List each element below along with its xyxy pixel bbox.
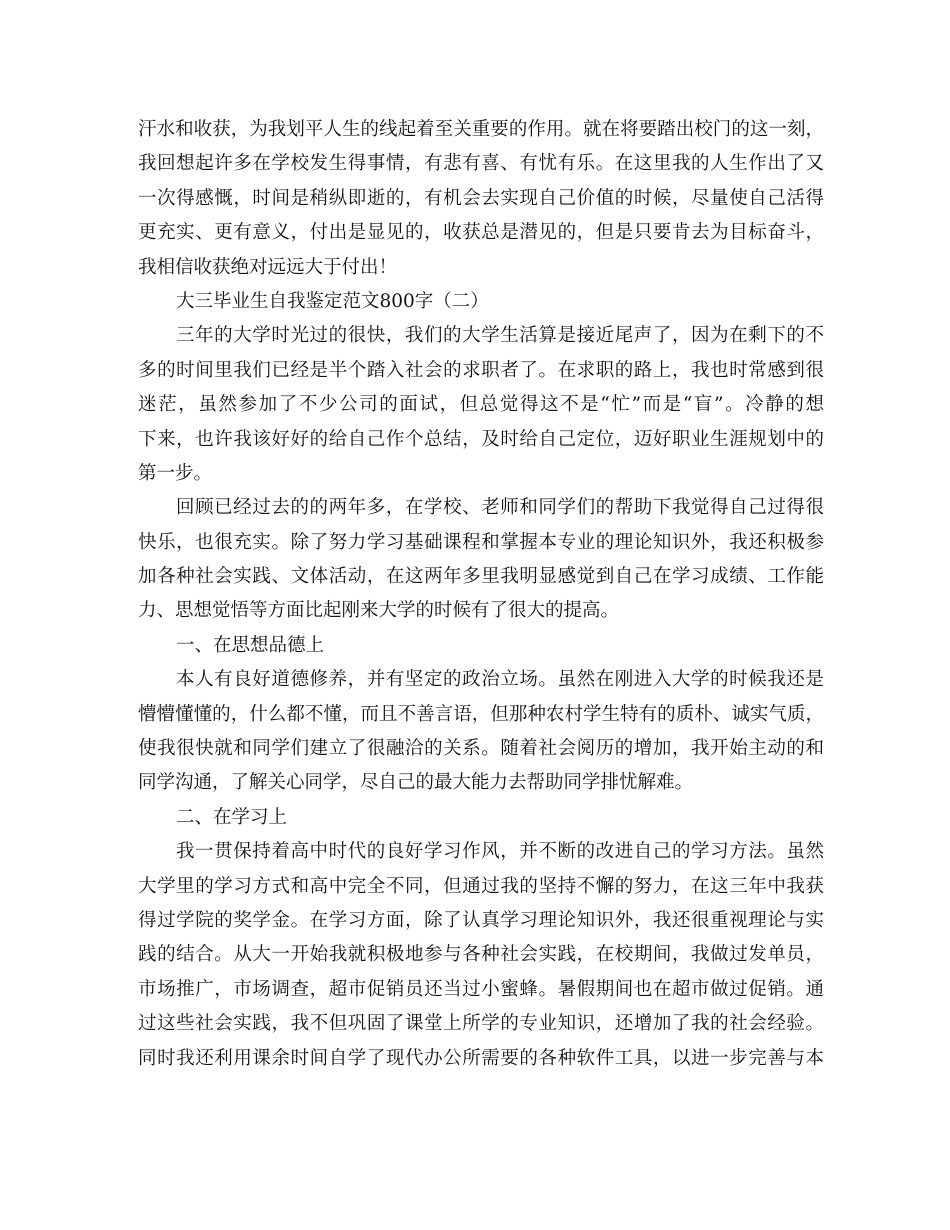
text-line: 更充实、更有意义，付出是显见的，收获总是潜见的，但是只要肯去为目标奋斗，: [138, 222, 824, 244]
text-line: 多的时间里我们已经是半个踏入社会的求职者了。在求职的路上，我也时常感到很: [138, 359, 824, 381]
text-line: 我相信收获绝对远远大于付出！: [138, 256, 398, 278]
text-line: 力、思想觉悟等方面比起刚来大学的时候有了很大的提高。: [138, 600, 620, 622]
text-line: 我回想起许多在学校发生得事情，有悲有喜、有忧有乐。在这里我的人生作出了又: [138, 153, 824, 175]
text-line: 一次得感慨，时间是稍纵即逝的，有机会去实现自己价值的时候，尽量使自己活得: [138, 187, 824, 209]
text-line: 三年的大学时光过的很快，我们的大学生活算是接近尾声了，因为在剩下的不: [176, 325, 824, 347]
text-line: 得过学院的奖学金。在学习方面，除了认真学习理论知识外，我还很重视理论与实: [138, 909, 824, 931]
text-line: 加各种社会实践、文体活动，在这两年多里我明显感觉到自己在学习成绩、工作能: [138, 566, 824, 588]
text-line: 下来，也许我该好好的给自己作个总结，及时给自己定位，迈好职业生涯规划中的: [138, 428, 824, 450]
text-line: 大三毕业生自我鉴定范文800字（二）: [176, 290, 489, 312]
document-page: [138, 113, 824, 1076]
text-line: 过这些社会实践，我不但巩固了课堂上所学的专业知识，还增加了我的社会经验。: [138, 1013, 824, 1035]
text-line: 我一贯保持着高中时代的良好学习作风，并不断的改进自己的学习方法。虽然: [176, 841, 824, 863]
text-line: 践的结合。从大一开始我就积极地参与各种社会实践，在校期间，我做过发单员，: [138, 944, 824, 966]
text-line: 本人有良好道德修养，并有坚定的政治立场。虽然在刚进入大学的时候我还是: [176, 669, 824, 691]
text-line: 同时我还利用课余时间自学了现代办公所需要的各种软件工具，以进一步完善与本: [138, 1047, 824, 1069]
text-line: 使我很快就和同学们建立了很融洽的关系。随着社会阅历的增加，我开始主动的和: [138, 738, 824, 760]
text-line: 懵懵懂懂的，什么都不懂，而且不善言语，但那种农村学生特有的质朴、诚实气质，: [138, 703, 824, 725]
text-line: 迷茫，虽然参加了不少公司的面试，但总觉得这不是“忙”而是“盲”。冷静的想: [138, 394, 824, 416]
text-line: 汗水和收获，为我划平人生的线起着至关重要的作用。就在将要踏出校门的这一刻，: [138, 119, 824, 140]
text-line: 第一步。: [138, 462, 213, 484]
text-line: 二、在学习上: [176, 806, 288, 828]
text-line: 一、在思想品德上: [176, 634, 325, 656]
text-line: 大学里的学习方式和高中完全不同，但通过我的坚持不懈的努力，在这三年中我获: [138, 875, 824, 897]
text-line: 同学沟通，了解关心同学，尽自己的最大能力去帮助同学排忧解难。: [138, 772, 694, 794]
text-line: 市场推广，市场调查，超市促销员还当过小蜜蜂。暑假期间也在超市做过促销。通: [138, 978, 824, 1000]
text-line: 快乐，也很充实。除了努力学习基础课程和掌握本专业的理论知识外，我还积极参: [138, 531, 824, 553]
text-line: 回顾已经过去的的两年多，在学校、老师和同学们的帮助下我觉得自己过得很: [176, 497, 824, 519]
